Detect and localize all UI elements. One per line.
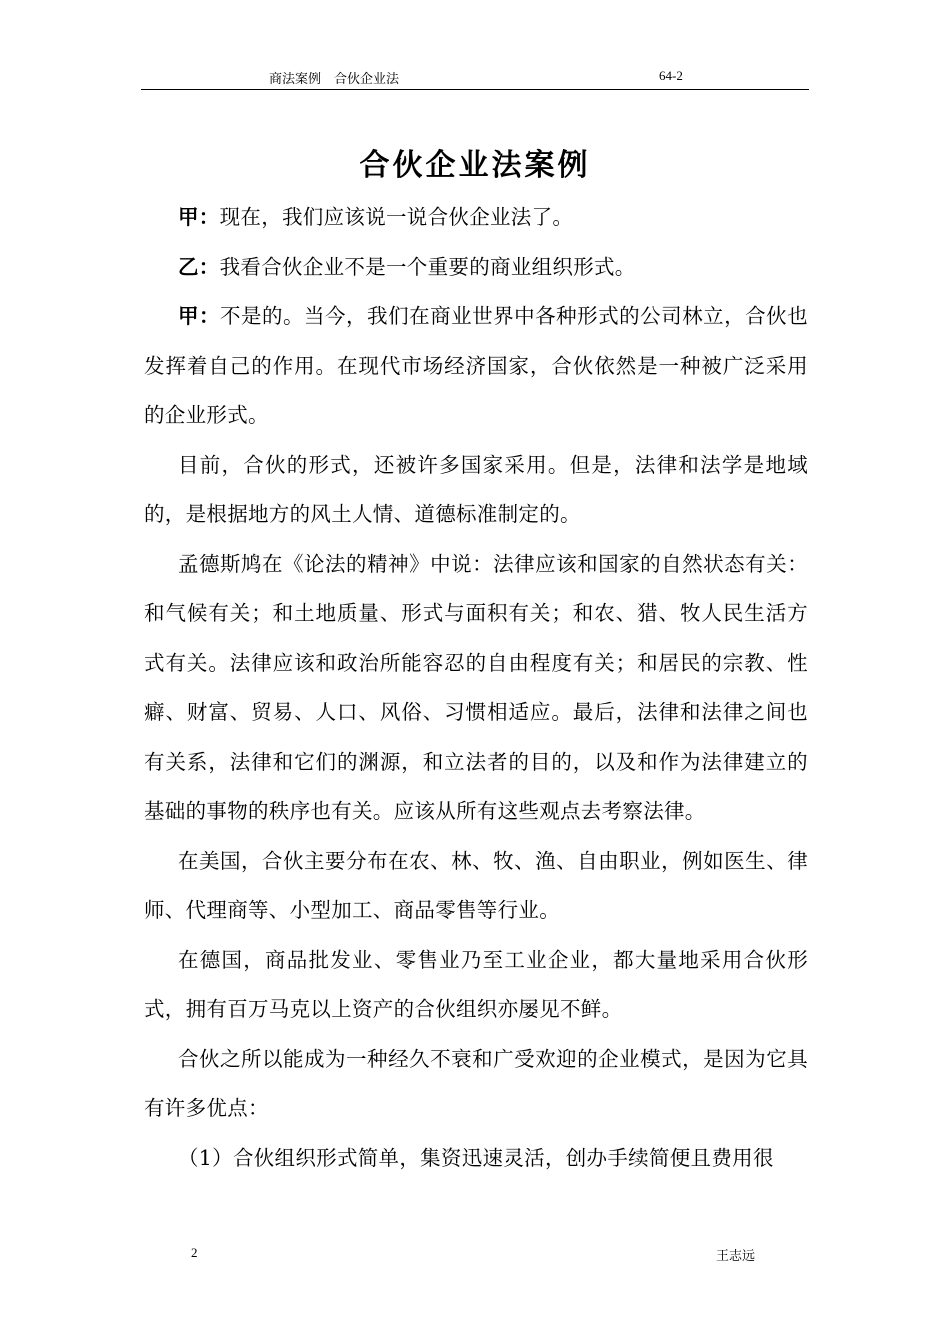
page-number: 2 [191, 1245, 198, 1260]
dialogue-paragraph [144, 243, 808, 293]
paragraph-text: 现在，我们应该说一说合伙企业法了。 [219, 205, 574, 229]
dialogue-paragraph [144, 193, 808, 243]
paragraph-text: 在美国，合伙主要分布在农、林、牧、渔、自由职业，例如医生、律师、代理商等、小型加工、商品零售等行业。 [144, 848, 808, 922]
paragraph-text: 在德国，商品批发业、零售业乃至工业企业，都大量地采用合伙形式，拥有百万马克以上资产的合伙组织亦屡见不鲜。 [144, 947, 808, 1021]
body-paragraph [144, 1035, 808, 1134]
dialogue-paragraph [144, 292, 808, 441]
paragraph-text: 合伙之所以能成为一种经久不衰和广受欢迎的企业模式，是因为它具有许多优点： [144, 1046, 808, 1120]
header-page-code: 64-2 [659, 68, 683, 83]
page-header [141, 62, 809, 90]
speaker-label: 乙： [178, 254, 220, 279]
speaker-label: 甲： [178, 304, 221, 328]
paragraph-text: 目前，合伙的形式，还被许多国家采用。但是，法律和法学是地域的，是根据地方的风土人情、道德标准制定的。 [144, 452, 808, 526]
list-item-paragraph [144, 1134, 808, 1184]
body-paragraph [144, 540, 808, 837]
document-title: 合伙企业法案例 [359, 148, 591, 183]
document-body [144, 193, 808, 1183]
paragraph-text: 我看合伙企业不是一个重要的商业组织形式。 [219, 254, 636, 279]
paragraph-text: 不是的。当今，我们在商业世界中各种形式的公司林立，合伙也发挥着自己的作用。在现代市场经济国家，合伙依然是一种被广泛采用的企业形式。 [144, 304, 808, 427]
body-paragraph [144, 936, 808, 1035]
body-paragraph [144, 837, 808, 936]
paragraph-text: （1）合伙组织形式简单，集资迅速灵活，创办手续简便且费用很 [178, 1145, 774, 1170]
header-left-text: 商法案例 合伙企业法 [269, 71, 400, 86]
footer-author: 王志远 [716, 1248, 756, 1263]
speaker-label: 甲： [178, 205, 220, 229]
paragraph-text: 孟德斯鸠在《论法的精神》中说：法律应该和国家的自然状态有关：和气候有关；和土地质量、形式与面积有关；和农、猎、牧人民生活方式有关。法律应该和政治所能容忍的自由程度有关；和居民的宗教、性癖、财富、贸易、人口、风俗、习惯相适应。最后，法律和法律之间也有关系，法律和它们的渊源，和立法者的目的，以及和作为法律建立的基础的事物的秩序也有关。应该从所有这些观点去考察法律。 [144, 551, 808, 823]
body-paragraph [144, 441, 808, 540]
